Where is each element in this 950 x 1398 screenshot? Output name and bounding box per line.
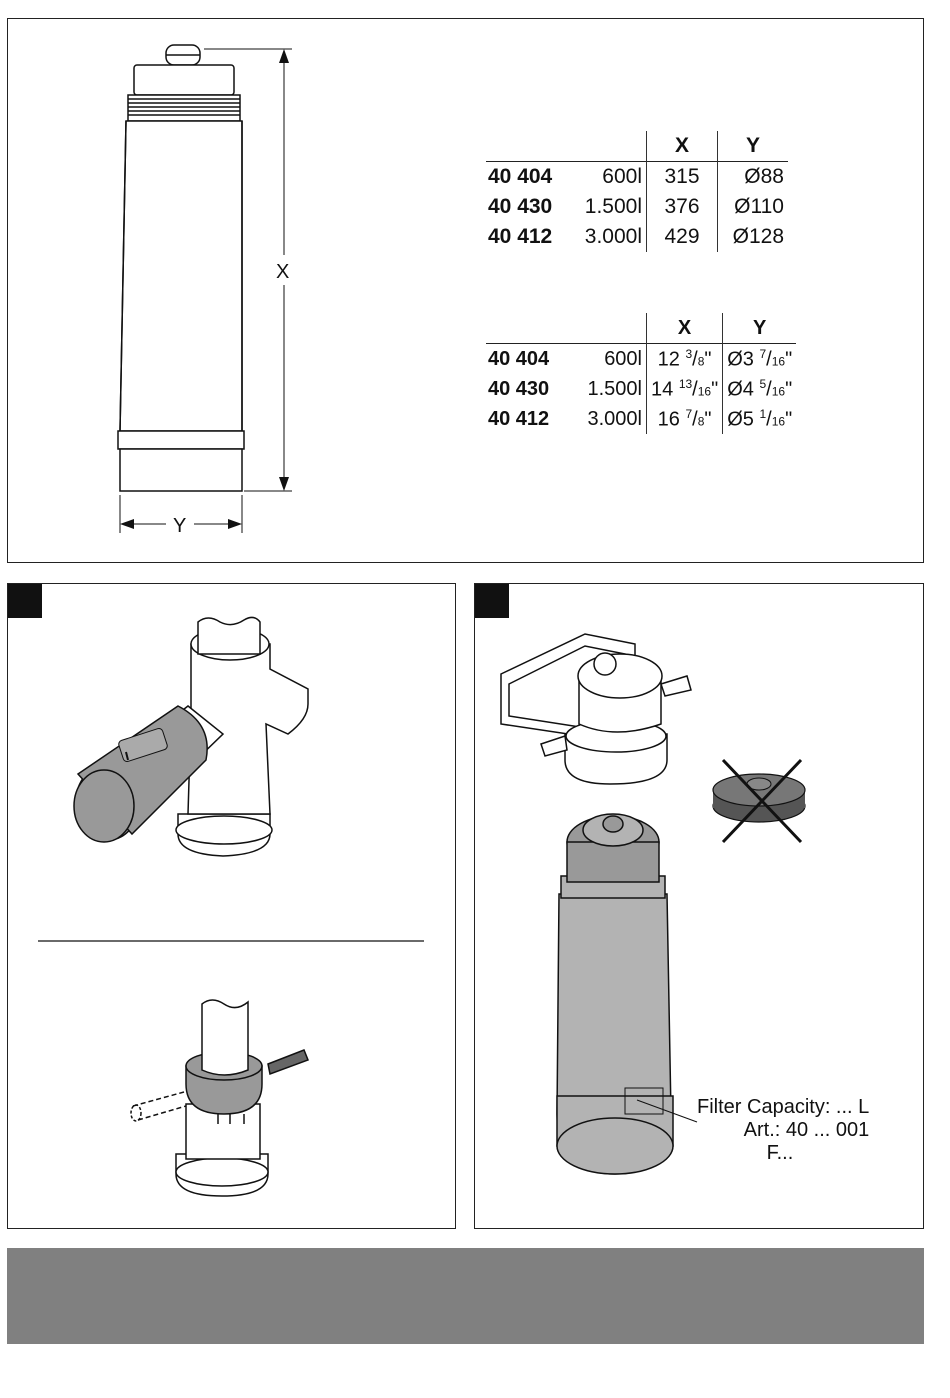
x-value: 12 $^3$/8" xyxy=(647,344,723,375)
cartridge-dimension-drawing xyxy=(8,19,925,564)
header-cell xyxy=(486,131,568,162)
x-value: 376 xyxy=(647,192,718,222)
capacity: 600l xyxy=(568,162,647,193)
table-header-row xyxy=(486,313,796,344)
cartridge-step-panel xyxy=(474,583,924,1229)
table-header-row xyxy=(486,131,788,162)
table-row xyxy=(486,192,788,222)
model-number: 40 404 xyxy=(486,162,568,193)
y-value: Ø88 xyxy=(718,162,789,193)
faucet-step-panel xyxy=(7,583,456,1229)
header-cell xyxy=(486,313,568,344)
model-number: 40 404 xyxy=(486,344,568,375)
model-number: 40 430 xyxy=(488,377,550,400)
header-x: X xyxy=(647,131,718,162)
y-value: Ø5 $^1$/16" xyxy=(723,404,796,434)
f-code-text: F... xyxy=(766,1142,794,1164)
y-value: Ø110 xyxy=(718,192,789,222)
y-dimension-label: Y xyxy=(173,515,187,537)
model-number: 40 412 xyxy=(488,407,550,430)
header-cell xyxy=(568,313,647,344)
x-value: 429 xyxy=(647,222,718,252)
y-value: Ø128 xyxy=(718,222,789,252)
footer-bar xyxy=(7,1248,924,1344)
header-y: Y xyxy=(723,313,796,344)
metric-dimensions-table xyxy=(486,131,788,252)
dimensions-panel xyxy=(7,18,924,563)
table-row xyxy=(486,374,796,404)
y-value: Ø4 $^5$/16" xyxy=(723,374,796,404)
faucet-illustration xyxy=(8,584,457,1230)
article-number-text: Art.: 40 ... 001 xyxy=(743,1119,870,1141)
model-number: 40 430 xyxy=(488,195,553,218)
header-x: X xyxy=(647,313,723,344)
capacity: 3.000l xyxy=(584,225,642,248)
imperial-dimensions-table xyxy=(486,313,796,434)
table-row xyxy=(486,222,788,252)
model-number: 40 412 xyxy=(488,225,553,248)
capacity: 1.500l xyxy=(584,195,642,218)
table-row xyxy=(486,404,796,434)
filter-label-text xyxy=(697,1096,869,1165)
x-value: 315 xyxy=(647,162,718,193)
capacity: 3.000l xyxy=(587,407,642,430)
header-y: Y xyxy=(718,131,789,162)
table-row xyxy=(486,162,788,193)
header-cell xyxy=(568,131,647,162)
x-value: 16 $^7$/8" xyxy=(647,404,723,434)
x-dimension-label: X xyxy=(276,261,290,283)
table-row xyxy=(486,344,796,375)
capacity: 600l xyxy=(568,344,647,375)
x-value: 14 $^{13}$/16" xyxy=(647,374,723,404)
capacity: 1.500l xyxy=(587,377,642,400)
y-value: Ø3 $^7$/16" xyxy=(723,344,796,375)
filter-capacity-text: Filter Capacity: ... L xyxy=(697,1096,870,1118)
